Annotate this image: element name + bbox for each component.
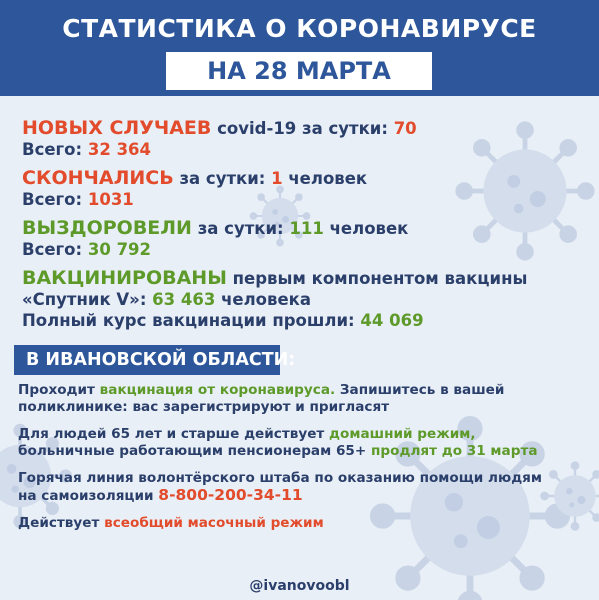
home-regime-text-a: Для людей 65 лет и старше действует bbox=[18, 426, 330, 442]
recovered-unit: человек bbox=[323, 219, 409, 238]
home-regime-notice bbox=[18, 426, 583, 460]
vaccinated-label: ВАКЦИНИРОВАНЫ bbox=[22, 267, 227, 289]
new-cases-block bbox=[22, 118, 582, 160]
deaths-block bbox=[22, 168, 582, 210]
vaccinated-value: 63 463 bbox=[152, 290, 216, 309]
recovered-value: 111 bbox=[289, 219, 324, 238]
vaccinated-block bbox=[22, 268, 582, 331]
hotline-text-a: Горячая линия волонтёрского штаба по оказанию помощи людям bbox=[18, 470, 543, 486]
vaccination-notice-text-a: Проходит bbox=[18, 382, 100, 398]
region-info-block bbox=[18, 382, 583, 542]
hotline-text-b: на самоизоляции bbox=[18, 488, 159, 504]
vaccination-notice-text-d: поликлинике: вас зарегистрируют и пригласят bbox=[18, 399, 390, 415]
full-course-value: 44 069 bbox=[360, 311, 424, 330]
deaths-value: 1 bbox=[271, 169, 283, 188]
recovered-total-label: Всего: bbox=[22, 240, 88, 259]
social-handle: @ivanovoobl bbox=[249, 578, 350, 594]
page-title: СТАТИСТИКА О КОРОНАВИРУСЕ bbox=[62, 14, 537, 43]
recovered-label: ВЫЗДОРОВЕЛИ bbox=[22, 217, 192, 239]
vaccinated-unit: человека bbox=[215, 290, 311, 309]
header-banner bbox=[0, 0, 599, 96]
vaccination-notice-highlight: вакцинация от коронавируса. bbox=[99, 382, 336, 398]
recovered-block bbox=[22, 218, 582, 260]
vaccinated-mid: первым компонентом вакцины bbox=[226, 269, 528, 288]
home-regime-text-c: больничные работающим пенсионерам 65+ bbox=[18, 443, 371, 459]
new-cases-total: 32 364 bbox=[87, 140, 152, 159]
vaccination-notice-text-c: Запишитесь в вашей bbox=[335, 382, 505, 398]
hotline-notice bbox=[18, 470, 583, 505]
deaths-total: 1031 bbox=[87, 190, 134, 209]
deaths-total-label: Всего: bbox=[22, 190, 88, 209]
deaths-label: СКОНЧАЛИСЬ bbox=[22, 167, 174, 189]
hotline-phone: 8-800-200-34-11 bbox=[158, 486, 303, 504]
deaths-unit: человек bbox=[282, 169, 368, 188]
new-cases-label: НОВЫХ СЛУЧАЕВ bbox=[22, 117, 212, 139]
home-regime-extension: продлят до 31 марта bbox=[371, 443, 538, 459]
home-regime-highlight: домашний режим, bbox=[329, 426, 476, 442]
mask-notice bbox=[18, 515, 583, 532]
recovered-mid: за сутки: bbox=[191, 219, 290, 238]
full-course-label: Полный курс вакцинации прошли: bbox=[22, 311, 361, 330]
new-cases-total-label: Всего: bbox=[22, 140, 88, 159]
new-cases-value: 70 bbox=[393, 119, 417, 138]
vaccination-notice bbox=[18, 382, 583, 416]
mask-text-a: Действует bbox=[18, 515, 105, 531]
region-title-bar: В ИВАНОВСКОЙ ОБЛАСТИ: bbox=[14, 345, 280, 375]
vaccinated-line2-prefix: «Спутник V»: bbox=[22, 290, 153, 309]
deaths-mid: за сутки: bbox=[173, 169, 272, 188]
mask-regime-highlight: всеобщий масочный режим bbox=[104, 515, 324, 531]
statistics-block bbox=[22, 118, 582, 339]
recovered-total: 30 792 bbox=[87, 240, 152, 259]
date-label: НА 28 МАРТА bbox=[166, 52, 432, 90]
new-cases-mid: covid-19 за сутки: bbox=[211, 119, 394, 138]
